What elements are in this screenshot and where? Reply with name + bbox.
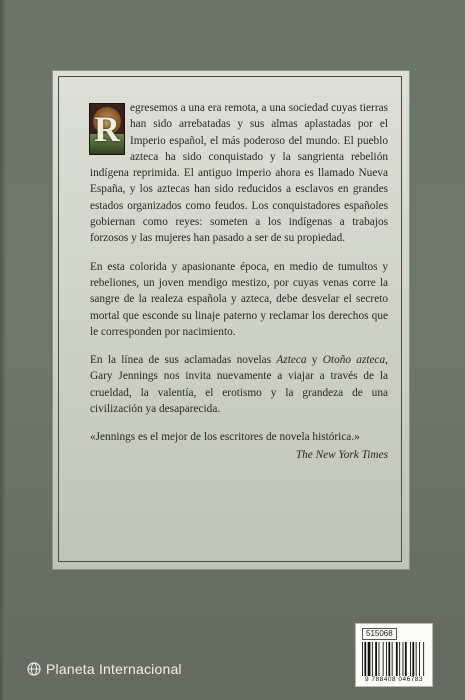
quote-text: «Jennings es el mejor de los escritores de novela histórica.»: [90, 431, 360, 444]
paragraph-text: En la línea de sus aclamadas novelas: [90, 354, 277, 367]
planeta-globe-icon: [27, 662, 41, 676]
barcode-bars: [362, 642, 426, 676]
drop-cap-ornament: [90, 104, 124, 154]
synopsis: [90, 100, 388, 463]
synopsis-paragraph-2: [90, 259, 388, 340]
paragraph-text: , Gary Jennings nos invita nuevamente a viajar a través de la crueldad, la valentía, el erotismo y la grandeza de una civilización ya desaparecida.: [90, 354, 388, 416]
press-quote: [90, 429, 388, 463]
synopsis-paragraph-1: [90, 100, 388, 247]
isbn-digits: 9 788408 046783: [364, 676, 424, 683]
barcode-label: [356, 624, 432, 686]
quote-source: The New York Times: [295, 448, 388, 461]
paragraph-text: egresemos a una era remota, a una sociedad cuyas tierras han sido arrebatadas y sus almas aplastadas por el Imperio español, el más poderoso del mundo. El pueblo azteca ha sido conquistado y la sangrienta rebelión indígena reprimida. El antiguo imperio ahora es llamado Nueva España, y los aztecas han sido reducidos a esclavos en grandes estados organizados como feudos. Los conquistadores españoles gobiernan como reyes: someten a los indígenas a trabajos forzosos y las mujeres han pasado a ser de su propiedad.: [90, 102, 388, 245]
inventory-code: 515068: [362, 628, 397, 640]
synopsis-paragraph-3: [90, 352, 388, 417]
drop-cap-letter: R: [94, 109, 120, 149]
publisher-name: Planeta Internacional: [46, 661, 182, 677]
paragraph-text: En esta colorida y apasionante época, en medio de tumultos y rebeliones, un joven mendigo mestizo, por cuyas venas corre la sangre de la realeza española y azteca, debe desvelar el secreto mortal que esconde su linaje paterno y reclamar los derechos que le corresponden por nacimiento.: [90, 260, 388, 338]
book-title-italic: Otoño azteca: [322, 354, 386, 367]
publisher-imprint: [27, 661, 182, 677]
spine-edge: [0, 0, 6, 700]
paragraph-text: y: [306, 354, 323, 367]
book-title-italic: Azteca: [276, 354, 307, 367]
